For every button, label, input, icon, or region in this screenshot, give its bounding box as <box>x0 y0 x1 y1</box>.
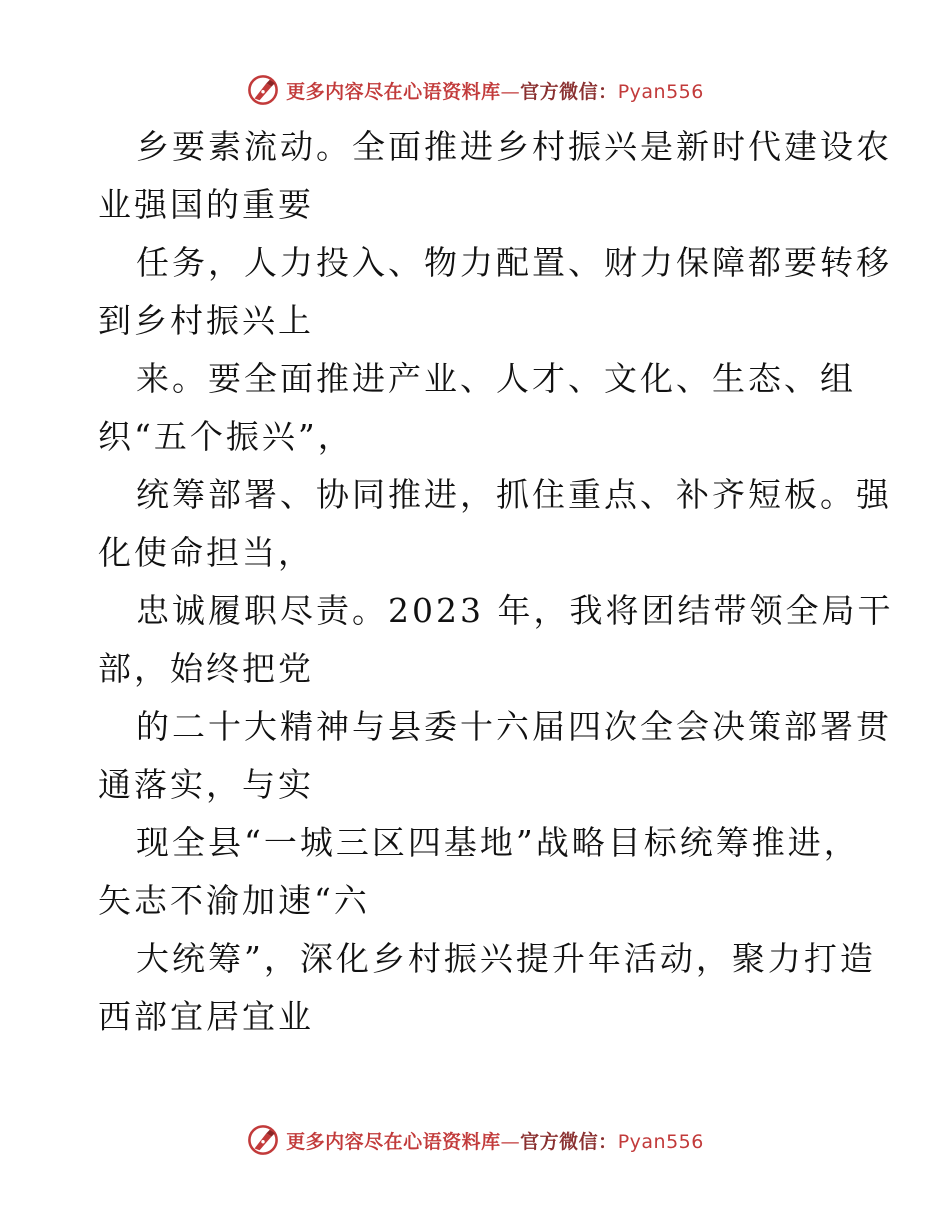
body-line: 大统筹”，深化乡村振兴提升年活动，聚力打造 <box>136 939 876 978</box>
body-line: 业强国的重要 <box>98 185 314 224</box>
body-line: 现全县“一城三区四基地”战略目标统筹推进， <box>136 823 860 862</box>
body-line: 统筹部署、协同推进，抓住重点、补齐短板。强 <box>136 475 892 514</box>
body-line: 来。要全面推进产业、人才、文化、生态、组 <box>136 359 856 398</box>
footer-text <box>286 1127 704 1154</box>
body-line: 的二十大精神与县委十六届四次全会决策部署贯 <box>136 707 892 746</box>
body-line: 矢志不渝加速“六 <box>98 881 370 920</box>
body-line: 化使命担当， <box>98 533 314 572</box>
body-line: 通落实，与实 <box>98 765 314 804</box>
document-body <box>98 118 894 1046</box>
header-wechat-label: 官方微信： <box>520 80 618 103</box>
body-line: 乡要素流动。全面推进乡村振兴是新时代建设农 <box>136 127 892 166</box>
footer-wechat-label: 官方微信： <box>520 1130 618 1153</box>
header-banner <box>0 70 950 110</box>
body-line: 织“五个振兴”， <box>98 417 354 456</box>
body-line: 任务，人力投入、物力配置、财力保障都要转移 <box>136 243 892 282</box>
header-wechat-id: Pyan556 <box>617 80 704 103</box>
footer-brand-text: 更多内容尽在心语资料库 <box>286 1130 501 1153</box>
body-line: 到乡村振兴上 <box>98 301 314 340</box>
body-line: 西部宜居宜业 <box>98 997 314 1036</box>
header-dash: — <box>500 80 521 103</box>
footer-banner <box>0 1120 950 1160</box>
body-line: 忠诚履职尽责。2023 年，我将团结带领全局干 <box>136 591 894 630</box>
pen-nib-logo-icon <box>246 73 280 107</box>
header-text <box>286 77 704 104</box>
footer-wechat-id: Pyan556 <box>617 1130 704 1153</box>
footer-dash: — <box>500 1130 521 1153</box>
pen-nib-logo-icon <box>246 1123 280 1157</box>
body-line: 部，始终把党 <box>98 649 314 688</box>
header-brand-text: 更多内容尽在心语资料库 <box>286 80 501 103</box>
